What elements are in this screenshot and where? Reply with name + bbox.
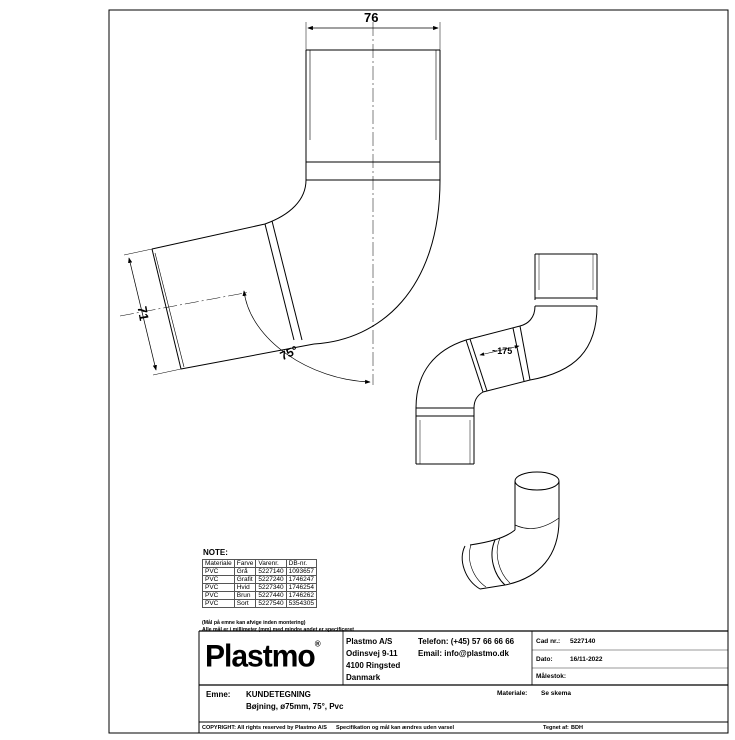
subject-label: Emne: <box>206 690 231 699</box>
width-dimension-label: 76 <box>364 10 379 25</box>
table-cell: Sort <box>234 600 256 608</box>
drawn-by-value: BDH <box>571 725 583 731</box>
table-cell: 1746254 <box>286 584 316 592</box>
table-header: DB-nr. <box>286 560 316 568</box>
table-cell: 1746262 <box>286 592 316 600</box>
table-row <box>203 600 317 608</box>
table-cell: Grafit <box>234 576 256 584</box>
cad-label: Cad nr.: <box>536 638 561 645</box>
table-header: Varenr. <box>256 560 286 568</box>
subject-title: KUNDETEGNING <box>246 690 311 699</box>
table-cell: 5227240 <box>256 576 286 584</box>
table-cell: 5227340 <box>256 584 286 592</box>
note-table <box>202 559 317 608</box>
address-line-2: 4100 Ringsted <box>346 661 401 670</box>
table-header: Materiale <box>203 560 235 568</box>
elbow-3d-render <box>462 472 559 589</box>
table-cell: PVC <box>203 576 235 584</box>
table-cell: 1093657 <box>286 568 316 576</box>
table-cell: 5227540 <box>256 600 286 608</box>
table-row <box>203 584 317 592</box>
table-header: Farve <box>234 560 256 568</box>
note-footnote: (Mål på emne kan afvige inden montering) <box>202 620 306 626</box>
plastmo-logo <box>205 639 320 675</box>
table-cell: PVC <box>203 600 235 608</box>
note-title: NOTE: <box>203 548 228 557</box>
phone: Telefon: (+45) 57 66 66 66 <box>418 637 515 646</box>
offset-dimension-label: ~175 <box>492 346 513 356</box>
logo-text: Plastmo <box>205 639 315 674</box>
company-name: Plastmo A/S <box>346 637 393 646</box>
table-cell: Hvid <box>234 584 256 592</box>
material-value: Se skema <box>541 690 571 697</box>
material-label: Materiale: <box>497 690 528 697</box>
table-cell: 5354305 <box>286 600 316 608</box>
table-cell: 5227440 <box>256 592 286 600</box>
date-value: 16/11-2022 <box>570 656 603 663</box>
table-header-row <box>203 560 317 568</box>
table-row <box>203 576 317 584</box>
table-cell: PVC <box>203 568 235 576</box>
cad-value: 5227140 <box>570 638 596 645</box>
email: Email: info@plastmo.dk <box>418 649 509 658</box>
height-dimension-label: 71 <box>134 305 152 322</box>
table-cell: PVC <box>203 592 235 600</box>
units-footnote: Alle mål er i millimeter (mm) med mindre andet er specificeret <box>202 627 354 633</box>
offset-assembly-drawing <box>416 254 597 464</box>
angle-dimension-label: 75° <box>277 342 301 364</box>
drawn-by-label: Tegnet af: <box>543 725 569 731</box>
table-cell: 1746247 <box>286 576 316 584</box>
country: Danmark <box>346 673 381 682</box>
date-label: Dato: <box>536 656 553 663</box>
spec-note: Specifikation og mål kan ændres uden varsel <box>336 725 454 731</box>
table-row <box>203 592 317 600</box>
address-line-1: Odinsvej 9-11 <box>346 649 398 658</box>
table-cell: 5227140 <box>256 568 286 576</box>
table-cell: PVC <box>203 584 235 592</box>
table-cell: Brun <box>234 592 256 600</box>
main-elbow-drawing <box>120 22 440 385</box>
copyright: COPYRIGHT: All rights reserved by Plastmo A/S <box>202 725 327 731</box>
scale-label: Målestok: <box>536 673 566 680</box>
subject-description: Bøjning, ø75mm, 75°, Pvc <box>246 702 344 711</box>
registered-mark: ® <box>314 639 320 649</box>
table-row <box>203 568 317 576</box>
table-cell: Grå <box>234 568 256 576</box>
